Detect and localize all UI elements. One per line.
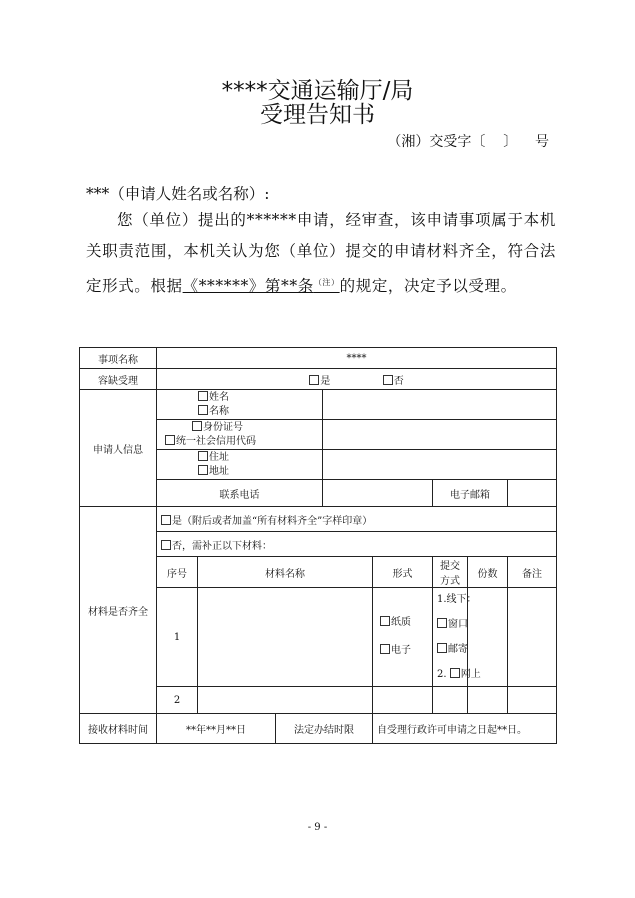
mail-label: 邮寄 [448, 643, 468, 655]
row1-submit-options [433, 588, 481, 687]
tolerance-no-label: 否 [393, 375, 404, 387]
row1-remarks[interactable] [508, 588, 557, 687]
phone-value-cell[interactable] [323, 480, 433, 507]
address-label: 地址 [209, 465, 229, 477]
row2-submit-method[interactable] [433, 687, 468, 714]
address-value-cell[interactable] [323, 450, 557, 480]
email-label: 电子邮箱 [433, 480, 508, 507]
notice-body [86, 205, 556, 302]
incomplete-option-text: 否，需补正以下材料： [172, 540, 272, 552]
col-header-submit-method: 提交方式 [433, 557, 468, 588]
complete-option-text: 是（附后或者加盖“所有材料齐全”字样印章） [172, 515, 373, 527]
row2-form[interactable] [373, 687, 433, 714]
tolerance-label: 容缺受理 [80, 369, 157, 390]
acceptance-form-table [79, 347, 557, 744]
notice-title-line1: ****交通运输厅/局 [221, 78, 414, 104]
name-value-cell[interactable] [323, 390, 557, 420]
page-number: - 9 - [307, 822, 328, 833]
online-label: 网上 [460, 668, 481, 680]
name-checkbox[interactable] [198, 391, 208, 401]
row2-material-name[interactable] [198, 687, 373, 714]
window-checkbox[interactable] [437, 618, 447, 628]
window-label: 窗口 [448, 618, 468, 630]
col-header-material-name: 材料名称 [198, 557, 373, 588]
credit-code-checkbox[interactable] [165, 435, 175, 445]
receive-time-label: 接收材料时间 [80, 714, 157, 744]
online-prefix: 2. [437, 668, 447, 680]
email-value-cell[interactable] [508, 480, 557, 507]
col-header-remarks: 备注 [508, 557, 557, 588]
paper-checkbox[interactable] [380, 616, 390, 626]
phone-label: 联系电话 [157, 480, 323, 507]
item-name-label: 事项名称 [80, 348, 157, 369]
address-options [157, 450, 323, 480]
item-name-value: **** [157, 348, 557, 369]
row2-copies[interactable] [468, 687, 508, 714]
addressee: ***（申请人姓名或名称）: [86, 185, 270, 203]
col-header-no: 序号 [157, 557, 198, 588]
title-name-label: 名称 [209, 405, 229, 417]
row1-number: 1 [157, 588, 198, 687]
id-options [157, 420, 323, 450]
body-text-part1: 您（单位）提出的******申请，经审查，该申请事项属于本机关职责范围，本机关认为您（单位）提交的申请材料齐全，符合法定形式。根据 [86, 211, 556, 295]
tolerance-no-checkbox[interactable] [383, 375, 393, 385]
address-checkbox[interactable] [198, 465, 208, 475]
row2-number: 2 [157, 687, 198, 714]
deadline-label: 法定办结时限 [276, 714, 373, 744]
title-name-checkbox[interactable] [198, 405, 208, 415]
row1-form-options [373, 588, 433, 687]
tolerance-options [157, 369, 557, 390]
col-header-copies: 份数 [468, 557, 508, 588]
document-number: （湘）交受字〔 〕 号 [387, 134, 549, 150]
row2-remarks[interactable] [508, 687, 557, 714]
law-reference-text: 《******》第**条 [182, 277, 314, 295]
mail-checkbox[interactable] [437, 643, 447, 653]
electronic-checkbox[interactable] [380, 644, 390, 654]
materials-incomplete-option [157, 532, 557, 557]
paper-label: 纸质 [391, 617, 411, 628]
credit-code-label: 统一社会信用代码 [176, 435, 256, 447]
law-reference [183, 277, 340, 295]
residence-checkbox[interactable] [198, 451, 208, 461]
deadline-value: 自受理行政许可申请之日起**日。 [373, 714, 557, 744]
electronic-label: 电子 [391, 645, 411, 656]
online-checkbox[interactable] [450, 668, 460, 678]
id-value-cell[interactable] [323, 420, 557, 450]
notice-title-line2: 受理告知书 [260, 102, 375, 128]
row1-material-name[interactable] [198, 588, 373, 687]
materials-complete-option [157, 507, 557, 532]
note-mark: （注） [313, 278, 340, 287]
name-label: 姓名 [209, 391, 229, 403]
col-header-form: 形式 [373, 557, 433, 588]
materials-complete-label: 材料是否齐全 [80, 507, 157, 714]
complete-checkbox[interactable] [161, 515, 171, 525]
id-number-checkbox[interactable] [192, 421, 202, 431]
id-number-label: 身份证号 [203, 421, 243, 433]
tolerance-yes-checkbox[interactable] [309, 375, 319, 385]
name-options [157, 390, 323, 420]
residence-label: 住址 [209, 451, 229, 463]
incomplete-checkbox[interactable] [161, 540, 171, 550]
body-text-part2: 的规定，决定予以受理。 [339, 277, 517, 295]
offline-label: 1.线下： [437, 593, 477, 605]
receive-time-value: **年**月**日 [157, 714, 276, 744]
tolerance-yes-label: 是 [320, 375, 331, 387]
applicant-info-label: 申请人信息 [80, 390, 157, 507]
